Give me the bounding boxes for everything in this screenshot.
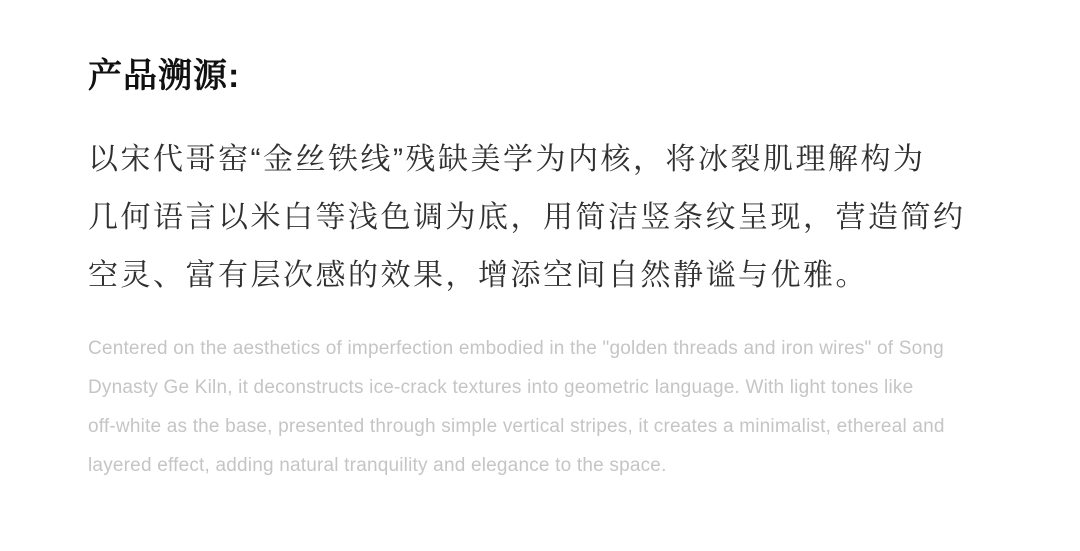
section-title: 产品溯源: (88, 57, 241, 95)
chinese-paragraph-line-1: 以宋代哥窑“金丝铁线”残缺美学为内核，将冰裂肌理解构为 (88, 143, 926, 176)
chinese-paragraph (88, 131, 992, 305)
chinese-paragraph-line-2: 几何语言以米白等浅色调为底，用简洁竖条纹呈现，营造简约 (88, 201, 966, 234)
english-paragraph-line-3: off-white as the base, presented through simple vertical stripes, it creates a minimalist, ethereal and (88, 416, 945, 437)
english-paragraph-line-2: Dynasty Ge Kiln, it deconstructs ice-crack textures into geometric language. With light tones like (88, 377, 914, 398)
english-translation-paragraph (88, 329, 992, 485)
chinese-paragraph-line-3: 空灵、富有层次感的效果，增添空间自然静谧与优雅。 (88, 259, 868, 292)
english-paragraph-line-1: Centered on the aesthetics of imperfection embodied in the "golden threads and iron wires" of Song (88, 338, 944, 359)
english-paragraph-line-4: layered effect, adding natural tranquility and elegance to the space. (88, 455, 667, 476)
